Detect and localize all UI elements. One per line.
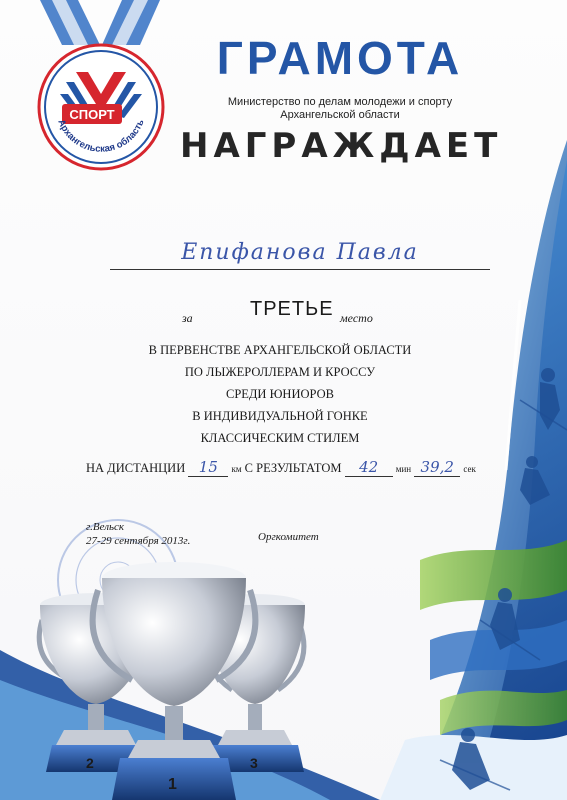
seconds-unit: сек (463, 464, 476, 474)
place-value: ТРЕТЬЕ (250, 298, 334, 320)
result-row (86, 458, 476, 477)
certificate-title: ГРАМОТА (216, 32, 464, 84)
organizing-committee: Оргкомитет (258, 531, 319, 543)
ministry-line-2: Архангельской области (280, 109, 400, 121)
cup-number-1: 1 (168, 776, 177, 793)
logo-brand-text: СПОРТ (69, 107, 115, 122)
sport-logo (36, 42, 166, 172)
recipient-name: Епифанова Павла (181, 240, 419, 265)
ministry-line-1: Министерство по делам молодежи и спорту (227, 96, 453, 108)
place-prefix: за (182, 311, 193, 325)
cup-number-2: 2 (86, 755, 94, 771)
distance-value: 15 (198, 458, 218, 476)
awards-heading: НАГРАЖДАЕТ (180, 126, 503, 166)
issue-city: г.Вельск (86, 521, 125, 533)
distance-field (188, 458, 228, 477)
minutes-value: 42 (359, 458, 379, 476)
event-line: В ПЕРВЕНСТВЕ АРХАНГЕЛЬСКОЙ ОБЛАСТИ (148, 343, 412, 357)
place-suffix: место (340, 311, 373, 325)
logo-region-text: Архангельская область (55, 117, 147, 155)
seconds-value: 39,2 (420, 458, 454, 476)
cup-number-3: 3 (250, 755, 258, 771)
minutes-unit: мин (395, 464, 412, 474)
event-line: СРЕДИ ЮНИОРОВ (225, 387, 334, 401)
event-line: ПО ЛЫЖЕРОЛЛЕРАМ И КРОССУ (184, 365, 376, 379)
distance-unit: км (231, 464, 242, 474)
event-line: КЛАССИЧЕСКИМ СТИЛЕМ (200, 431, 360, 445)
issue-place-date (86, 520, 190, 548)
recipient-underline (110, 269, 490, 270)
seconds-field (414, 458, 460, 477)
distance-label: НА ДИСТАНЦИИ (86, 461, 186, 475)
event-description (110, 339, 450, 449)
result-label: С РЕЗУЛЬТАТОМ (244, 461, 342, 475)
ministry-name (190, 96, 490, 122)
event-line: В ИНДИВИДУАЛЬНОЙ ГОНКЕ (192, 409, 368, 423)
minutes-field (345, 458, 393, 477)
issue-dates: 27-29 сентября 2013г. (86, 535, 191, 547)
